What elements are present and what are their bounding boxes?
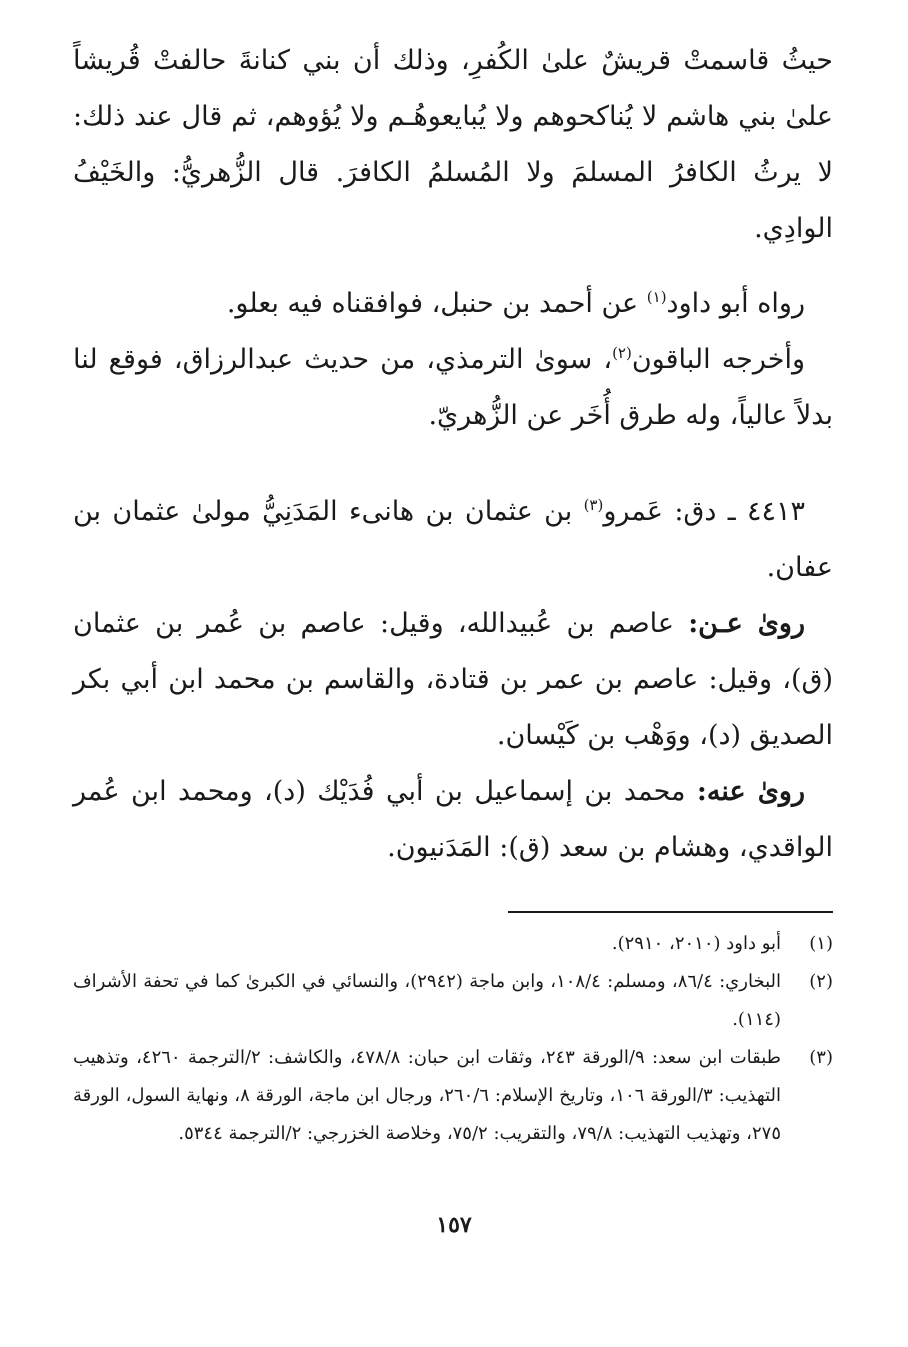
footnote-number: (١) xyxy=(809,933,833,954)
footnote-divider xyxy=(508,911,833,913)
label-narrated-from: روىٰ عـن: xyxy=(688,608,805,639)
text-fragment: عن أحمد بن حنبل، فوافقناه فيه بعلو. xyxy=(226,288,647,319)
page-number: ١٥٧ xyxy=(436,1212,472,1238)
text-fragment: بن عثمان بن هانىء المَدَنِيُّ مولىٰ عثمان بن عفان. xyxy=(73,496,833,583)
text-fragment: محمد بن إسماعيل بن أبي فُدَيْك (د)، ومحمد ابن عُمر الواقدي، وهشام بن سعد (ق): المَدَنيون. xyxy=(73,776,833,863)
footnotes-section xyxy=(73,925,833,1153)
footnote-text: طبقات ابن سعد: ٩/الورقة ٢٤٣، وثقات ابن حبان: ٤٧٨/٨، والكاشف: ٢/الترجمة ٤٢٦٠، وتذهيب التهذيب: ٣/الورقة ١٠٦، وتاريخ الإسلام: ٢٦٠/٦، ورجال ابن ماجة، الورقة ٨، ونهاية السول، الورقة ٢٧٥، وتهذيب التهذيب: ٧٩/٨، والتقريب: ٧٥/٢، وخلاصة الخزرجي: ٢/الترجمة ٥٣٤٤. xyxy=(73,1047,781,1144)
text-block-entry-4413 xyxy=(73,484,833,876)
footnote-1 xyxy=(73,925,833,963)
text-fragment: عاصم بن عُبيدالله، وقيل: عاصم بن عُمر بن عثمان (ق)، وقيل: عاصم بن عمر بن قتادة، والقاسم بن محمد ابن أبي بكر الصديق (د)، ووَهْب بن كَيْسان. xyxy=(73,608,833,751)
paragraph-abu-dawud xyxy=(73,276,833,332)
text-fragment: ، سوىٰ الترمذي، من حديث عبدالرزاق، فوقع لنا بدلاً عالياً، وله طرق أُخَر عن الزُّهريّ. xyxy=(73,344,833,431)
paragraph-narrated-from xyxy=(73,596,833,764)
entry-heading xyxy=(73,484,833,596)
text-block-opening xyxy=(73,33,833,257)
paragraph-narrated-by xyxy=(73,764,833,876)
footnote-2 xyxy=(73,963,833,1039)
text-block-takhrij xyxy=(73,276,833,444)
footnote-3 xyxy=(73,1039,833,1153)
footnote-ref-3[interactable]: (٣) xyxy=(583,496,604,514)
entry-number: ٤٤١٣ ـ دق: عَمرو xyxy=(603,496,805,527)
footnote-ref-2[interactable]: (٢) xyxy=(612,344,632,362)
footnote-ref-1[interactable]: (١) xyxy=(646,288,667,306)
paragraph-hadith: حيثُ قاسمتْ قريشٌ علىٰ الكُفرِ، وذلك أن بني كنانةَ حالفتْ قُريشاً علىٰ بني هاشم لا يُناكحوهم ولا يُبايعوهُـم ولا يُؤوهم، ثم قال عند ذلك: لا يرثُ الكافرُ المسلمَ ولا المُسلمُ الكافرَ. قال الزُّهريُّ: والخَيْفُ الوادِي. xyxy=(73,45,833,244)
footnote-text: أبو داود (٢٠١٠، ٢٩١٠). xyxy=(611,933,781,954)
text-fragment: وأخرجه الباقون xyxy=(631,344,805,375)
footnote-number: (٢) xyxy=(809,971,833,992)
footnote-number: (٣) xyxy=(809,1047,833,1068)
footnote-text: البخاري: ٨٦/٤، ومسلم: ١٠٨/٤، وابن ماجة (٢٩٤٢)، والنسائي في الكبرىٰ كما في تحفة الأشراف (١١٤). xyxy=(73,971,781,1030)
label-narrated-by: روىٰ عنه: xyxy=(696,776,806,807)
text-fragment: رواه أبو داود xyxy=(666,288,805,319)
paragraph-baqun xyxy=(73,332,833,444)
